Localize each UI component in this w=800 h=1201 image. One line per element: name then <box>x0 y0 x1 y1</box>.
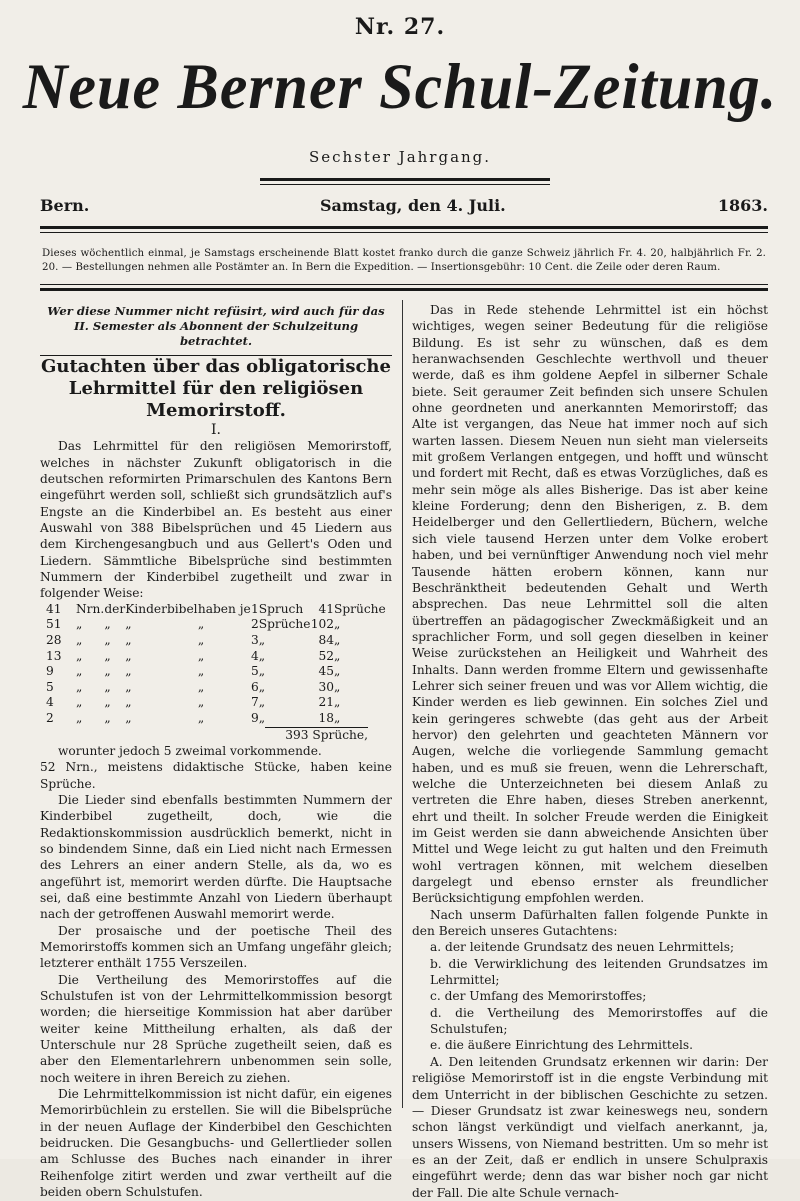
table-cell-e: 4 <box>250 648 259 663</box>
table-cell-b: „ <box>104 695 111 710</box>
table-cell-g: 30 <box>318 679 335 694</box>
dateline-year: 1863. <box>717 196 768 215</box>
table-cell-c: „ <box>125 617 132 632</box>
table-cell-e: 3 <box>250 632 259 647</box>
column-divider <box>402 300 403 1108</box>
table-cell-a: „ <box>76 648 83 663</box>
total-value: 393 Sprüche, <box>265 727 368 742</box>
table-cell-a: „ <box>76 679 83 694</box>
table-cell-a: „ <box>76 664 83 679</box>
table-cell-f: „ <box>258 648 266 663</box>
table-cell-n: 9 <box>46 664 54 679</box>
table-row <box>46 633 386 649</box>
table-row <box>46 680 386 696</box>
total-note: worunter jedoch 5 zweimal vorkommende. <box>58 743 322 758</box>
article-heading: Gutachten über das obligatorische Lehrmittel für den religiösen Memorirstoff. <box>41 356 391 421</box>
table-cell-d: haben je <box>197 601 251 616</box>
table-cell-a: „ <box>76 632 83 647</box>
notice-rule-thin <box>40 284 768 285</box>
table-cell-h: „ <box>334 710 341 725</box>
list-item-a: a. der leitende Grundsatz des neuen Lehrmittels; <box>430 940 735 955</box>
section-number: I. <box>211 422 221 438</box>
table-cell-d: „ <box>197 617 205 632</box>
table-cell-n: 41 <box>46 601 62 616</box>
table-cell-f: „ <box>258 664 266 679</box>
table-cell-g: 18 <box>318 710 335 725</box>
table-cell-n: 2 <box>46 710 54 725</box>
table-cell-e: 1 <box>250 601 259 616</box>
table-row <box>46 617 386 633</box>
table-cell-d: „ <box>197 648 205 663</box>
table-cell-n: 4 <box>46 695 54 710</box>
dateline-day: Samstag, den 4. Juli. <box>320 196 506 215</box>
table-cell-c: „ <box>125 648 132 663</box>
table-cell-a: Nrn. <box>76 601 105 616</box>
dateline-rule-thin <box>40 232 768 233</box>
table-cell-b: „ <box>104 632 111 647</box>
left-paragraph-2: 52 Nrn., meistens didaktische Stücke, haben keine Sprüche. <box>40 760 392 791</box>
table-cell-b: „ <box>104 679 111 694</box>
table-row <box>46 602 386 618</box>
table-cell-e: 5 <box>250 664 259 679</box>
table-cell-n: 28 <box>46 632 62 647</box>
distribution-table <box>46 602 386 727</box>
table-cell-h: „ <box>334 664 341 679</box>
table-cell-f: Sprüche <box>258 617 311 632</box>
list-item-c: c. der Umfang des Memorirstoffes; <box>430 989 647 1004</box>
table-cell-a: „ <box>76 710 83 725</box>
table-cell-a: „ <box>76 695 83 710</box>
table-cell-e: 6 <box>250 679 259 694</box>
table-cell-g: 84 <box>318 632 335 647</box>
table-cell-c: Kinderbibel <box>125 601 198 616</box>
table-cell-f: „ <box>258 632 266 647</box>
table-cell-e: 9 <box>250 710 259 725</box>
left-column <box>40 302 392 1201</box>
list-item-e: e. die äußere Einrichtung des Lehrmittels. <box>430 1038 694 1053</box>
table-cell-n: 5 <box>46 679 54 694</box>
table-cell-b: „ <box>104 710 111 725</box>
right-paragraph-1: Das in Rede stehende Lehrmittel ist ein höchst wichtiges, wegen seiner Bedeutung für die religiöse Bildung. Es ist sehr zu wünschen, daß es dem heranwachsenden Geschlechte werthvoll und theuer werde, daß es ihm goldene Aepfel in silberner Schale biete. Seit geraumer Zeit befinden sich unsere Schulen ohne geordneten und anerkannten Memorirstoff; das Alte ist vergangen, das Neue hat immer noch auf sich warten lassen. Diesem Neuen nun sieht man vielerseits mit großem Verlangen entgegen, und hofft und wünscht und fordert mit Recht, daß es etwas Vorzügliches, daß es mehr sein möge als alles Bisherige. Das ist aber keine kleine Forderung; denn den Bisherigen, z. B. dem Heidelberger und den Gellertliedern, Büchern, welche sich viele tausend Herzen unter dem Volke erobert haben, und bei vernünftiger Anwendung noch viel mehr Tausende hätten erobern können, kann nur Beschränktheit bedeutenden Gehalt und Werth absprechen. Das neue Lehrmittel soll die alten übertreffen an pädagogischer Zweckmäßigkeit und an sprachlicher Form, und soll gegen dieselben in keiner Weise zurückstehen an Heiligkeit und Wahrheit des Inhalts. Dann werden fromme Eltern und gewissenhafte Lehrer sich seiner freuen und was vor Allem wichtig, die Kinder werden es lieb gewinnen. Ein solches Ziel und kein geringeres schwebte (das geht aus der Arbeit hervor) den gelehrten und geachteten Männern vor Augen, welche die vorliegende Sammlung gemacht haben, und es muß sie freuen, wenn die Lehrerschaft, welche die Unterzeichneten bei diesem Anlaß zu vertreten die Ehre haben, dieses Streben anerkennt, ehrt und theilt. In solcher Freude werden die Einigkeit im Geist werden sie dann abweichende Ansichten über Mittel und Wege leicht zu gut halten und den Freimuth wohl vertragen können, mit welchem dieselben dargelegt und ebenso ernster als freundlicher Berücksichtigung empfohlen werden. <box>412 303 768 906</box>
table-cell-c: „ <box>125 664 132 679</box>
table-row <box>46 664 386 680</box>
left-paragraph-1: Das Lehrmittel für den religiösen Memorirstoff, welches in nächster Zukunft obligatorisch in die deutschen reformirten Primarschulen des Kantons Bern eingeführt werden soll, schließt sich grundsätzlich auf's Engste an die Kinderbibel an. Es besteht aus einer Auswahl von 388 Bibelsprüchen und 45 Liedern aus dem Kirchengesangbuch und aus Gellert's Oden und Liedern. Sämmtliche Bibelsprüche sind bestimmten Nummern der Kinderbibel zugetheilt und zwar in folgender Weise: <box>40 439 392 601</box>
left-paragraph-3: Die Lieder sind ebenfalls bestimmten Nummern der Kinderbibel zugetheilt, doch, wie die Redaktionskommission ausdrücklich bemerkt, nicht in so bindendem Sinne, daß ein Lied nicht nach Ermessen des Lehrers an einer andern Stelle, als da, wo es angeführt ist, memorirt werden dürfte. Die Hauptsache sei, daß eine bestimmte Anzahl von Liedern überhaupt nach der getroffenen Auswahl memorirt werde. <box>40 792 392 922</box>
table-cell-f: „ <box>258 695 266 710</box>
list-item-b: b. die Verwirklichung des leitenden Grundsatzes im Lehrmittel; <box>430 956 768 988</box>
table-cell-g: 45 <box>318 664 335 679</box>
table-cell-f: „ <box>258 679 266 694</box>
dateline-place: Bern. <box>40 196 90 215</box>
list-item-d: d. die Vertheilung des Memorirstoffes auf die Schulstufen; <box>430 1005 768 1037</box>
table-row <box>46 695 386 711</box>
table-cell-b: „ <box>104 648 111 663</box>
table-cell-b: „ <box>104 664 111 679</box>
volume-line: Sechster Jahrgang. <box>308 148 492 166</box>
table-cell-h: „ <box>334 695 341 710</box>
notice-rule-thick <box>40 288 768 291</box>
table-cell-h: „ <box>334 648 341 663</box>
subscription-reminder: Wer diese Nummer nicht refüsirt, wird auch für das II. Semester als Abonnent der Schulzeitung betrachtet. <box>40 302 392 356</box>
table-cell-d: „ <box>197 710 205 725</box>
right-paragraph-2: Nach unserm Dafürhalten fallen folgende Punkte in den Bereich unseres Gutachtens: <box>412 907 768 939</box>
table-cell-e: 7 <box>250 695 259 710</box>
right-paragraph-3: A. Den leitenden Grundsatz erkennen wir darin: Der religiöse Memorirstoff ist in die engste Verbindung mit dem Unterricht in der biblischen Geschichte zu setzen. — Dieser Grundsatz ist zwar keineswegs neu, sondern schon längst verkündigt und vielfach anerkannt, ja, unsers Wissens, von Niemand bestritten. Um so mehr ist es an der Zeit, daß er endlich in unsere Schulpraxis eingeführt werde; denn das war bisher noch gar nicht der Fall. Die alte Schule vernach- <box>412 1054 768 1200</box>
table-cell-g: 41 <box>318 601 335 616</box>
subscription-notice: Dieses wöchentlich einmal, je Samstags erscheinende Blatt kostet franko durch die ganze Schweiz jährlich Fr. 4. 20, halbjährlich Fr. 2. 20. — Bestellungen nehmen alle Postämter an. In Bern die Expedition. — Insertionsgebühr: 10 Cent. die Zeile oder deren Raum. <box>42 248 766 273</box>
left-paragraph-5: Die Vertheilung des Memorirstoffes auf die Schulstufen ist von der Lehrmittelkommission besorgt worden; die hierseitige Kommission hat aber darüber weiter keine Mittheilung erhalten, als daß der Unterschule nur 28 Sprüche zugetheilt seien, daß es aber den Elementarlehrern unbenommen sein solle, noch weitere in ihren Bereich zu ziehen. <box>40 972 392 1085</box>
table-cell-e: 2 <box>250 617 259 632</box>
table-cell-c: „ <box>125 679 132 694</box>
masthead-rule-thin <box>260 184 550 185</box>
table-cell-d: „ <box>197 679 205 694</box>
table-cell-d: „ <box>197 664 205 679</box>
issue-number: Nr. 27. <box>354 14 446 40</box>
table-cell-c: „ <box>125 632 132 647</box>
table-cell-f: Spruch <box>258 601 304 616</box>
masthead-title: Neue Berner Schul-Zeitung. <box>22 51 778 123</box>
left-paragraph-6: Die Lehrmittelkommission ist nicht dafür, ein eigenes Memorirbüchlein zu erstellen. Sie will die Bibelsprüche in der neuen Auflage der Kinderbibel den Geschichten beidrucken. Die Gesangbuchs- und Gellertlieder sollen am Schlusse des Buches nach einander in ihrer Reihenfolge zitirt werden und zwar vertheilt auf die beiden obern Schulstufen. <box>40 1087 392 1200</box>
table-cell-c: „ <box>125 710 132 725</box>
table-cell-n: 51 <box>46 617 62 632</box>
table-cell-g: 102 <box>310 617 335 632</box>
table-cell-g: 52 <box>318 648 335 663</box>
table-cell-d: „ <box>197 632 205 647</box>
table-cell-n: 13 <box>46 648 62 663</box>
right-column <box>412 302 768 1201</box>
table-cell-b: der <box>104 601 126 616</box>
left-paragraph-4: Der prosaische und der poetische Theil des Memorirstoffs kommen sich an Umfang ungefähr gleich; letzterer enthält 1755 Verszeilen. <box>40 923 392 971</box>
table-cell-g: 21 <box>318 695 335 710</box>
masthead-rule-top <box>260 178 550 181</box>
dateline <box>40 196 768 218</box>
table-cell-h: „ <box>334 632 341 647</box>
table-cell-d: „ <box>197 695 205 710</box>
table-cell-h: „ <box>334 679 341 694</box>
dateline-rule-thick <box>40 226 768 229</box>
table-row <box>46 711 386 727</box>
total-line <box>40 727 392 743</box>
table-cell-f: „ <box>258 710 266 725</box>
table-cell-b: „ <box>104 617 111 632</box>
table-cell-a: „ <box>76 617 83 632</box>
table-cell-c: „ <box>125 695 132 710</box>
table-cell-h: „ <box>334 617 341 632</box>
table-row <box>46 649 386 665</box>
table-cell-h: Sprüche <box>334 601 386 616</box>
